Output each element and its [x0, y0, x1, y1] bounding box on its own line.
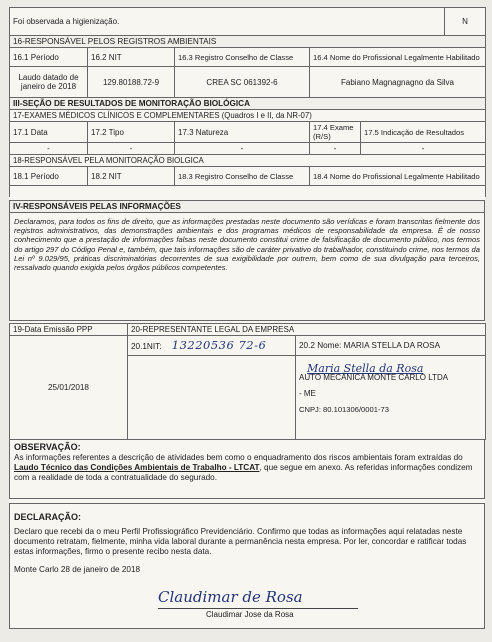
sec17-header-tipo: 17.2 Tipo: [88, 122, 175, 143]
section-iii-title: III-SEÇÃO DE RESULTADOS DE MONITORAÇÃO BIOLÓGICA: [10, 98, 486, 110]
sec17-dash: -: [10, 143, 88, 155]
observation-box: [9, 439, 485, 499]
sec16-value-nome: Fabiano Magnagnagno da Silva: [310, 67, 486, 98]
receipt-declaration-box: [9, 503, 485, 629]
sec18-header-registro: 18.3 Registro Conselho de Classe: [175, 167, 310, 186]
sec18-header-nome: 18.4 Nome do Profissional Legalmente Habilitado: [310, 167, 486, 186]
ltcat-reference: Laudo Técnico das Condições Ambientais de Trabalho - LTCAT: [14, 463, 260, 472]
section-iv: [9, 200, 485, 321]
signature-table: [9, 323, 486, 440]
section-17-title: 17-EXAMES MÉDICOS CLÍNICOS E COMPLEMENTARES (Quadros I e II, da NR-07): [10, 110, 486, 122]
observation-text: As informações referentes a descrição de atividades bem como o enquadramento dos riscos ambientais foram extraídas do Laudo Técnico das Condições Ambientais de Trabalho - LTCAT, que segue em anexo. As referidas informações condizem com a realidade de toda a contratualidade do segurado.: [14, 453, 473, 482]
hygiene-label: Foi observada a higienização.: [10, 8, 445, 36]
declaration-title: DECLARAÇÃO:: [14, 512, 81, 522]
company-cnpj: CNPJ: 80.101306/0001-73: [299, 405, 389, 414]
place-date: Monte Carlo 28 de janeiro de 2018: [14, 565, 141, 574]
hygiene-value: N: [445, 8, 486, 36]
declaration-text: Declaramos, para todos os fins de direito, que as informações prestadas neste documento são verídicas e foram transcritas fielmente dos registros administrativos, das demonstrações ambientais e dos programas médicos de responsabilidade da empresa. É de nosso conhecimento que a prestação de informações falsas neste documento constitui crime de falsificação de documento público, nos termos do artigo 297 do Código Penal e, também, que tais informações são de caráter privativo do trabalhador, constituindo crime, nos termos da Lei nº 9.029/95, práticas discriminatórias decorrentes de sua exigibilidade por outrem, bem como de sua divulgação para terceiros, ressalvado quando exigida pelos órgãos públicos competentes.: [10, 213, 485, 321]
sec17-header-data: 17.1 Data: [10, 122, 88, 143]
sec16-header-nome: 16.4 Nome do Profissional Legalmente Habilitado: [310, 48, 486, 67]
sec16-value-periodo: Laudo datado de janeiro de 2018: [10, 67, 88, 98]
representative-name: 20.2 Nome: MARIA STELLA DA ROSA: [296, 336, 486, 356]
section-18-title: 18-RESPONSÁVEL PELA MONITORAÇÃO BIOLGICA: [10, 155, 486, 167]
section-iv-title: IV-RESPONSÁVEIS PELAS INFORMAÇÕES: [10, 201, 485, 213]
company-stamp: [296, 356, 486, 440]
sec17-dash: -: [88, 143, 175, 155]
sec16-value-registro: CREA SC 061392-6: [175, 67, 310, 98]
sec18-header-periodo: 18.1 Período: [10, 167, 88, 186]
receipt-text: Declaro que recebi da o meu Perfil Profissiográfico Previdenciário. Confirmo que todas as informações aqui relatadas neste documento retratam, fielmente, minha vida laboral durante a permanência nesta empresa. Por ler, concordar e ratificar todas estas informações, firmo o presente recibo nesta data.: [14, 527, 467, 556]
sec16-header-periodo: 16.1 Período: [10, 48, 88, 67]
representative-signature: Maria Stella da Rosa: [307, 362, 424, 375]
sec16-header-nit: 16.2 NIT: [88, 48, 175, 67]
section-20-title: 20-REPRESENTANTE LEGAL DA EMPRESA: [128, 324, 486, 336]
ppp-main-table: [9, 7, 486, 197]
employee-signature: Claudimar de Rosa: [158, 588, 303, 606]
section-19-title: 19-Data Emissão PPP: [10, 324, 128, 336]
nit-field: [128, 336, 296, 356]
section-16-title: 16-RESPONSÁVEL PELOS REGISTROS AMBIENTAIS: [10, 36, 486, 48]
sec17-dash: -: [310, 143, 361, 155]
signature-line: [158, 608, 358, 609]
company-name: AUTO MECÂNICA MONTE CARLO LTDA: [299, 373, 449, 382]
sec18-header-nit: 18.2 NIT: [88, 167, 175, 186]
sec16-header-registro: 16.3 Registro Conselho de Classe: [175, 48, 310, 67]
ppp-document: [9, 7, 485, 628]
nit-label: 20.1NIT:: [131, 341, 162, 351]
sec17-header-exame: 17.4 Exame (R/S): [310, 122, 361, 143]
nit-handwritten: 13220536 72-6: [171, 337, 267, 352]
emission-date: 25/01/2018: [10, 336, 128, 440]
employee-name: Claudimar Jose da Rosa: [206, 610, 294, 619]
sec17-dash: -: [175, 143, 310, 155]
observation-title: OBSERVAÇÃO:: [14, 442, 81, 452]
sec16-value-nit: 129.80188.72-9: [88, 67, 175, 98]
sec17-header-indicacao: 17.5 Indicação de Resultados: [361, 122, 486, 143]
sec17-dash: -: [361, 143, 486, 155]
sec17-header-natureza: 17.3 Natureza: [175, 122, 310, 143]
company-name-suffix: - ME: [299, 389, 316, 398]
